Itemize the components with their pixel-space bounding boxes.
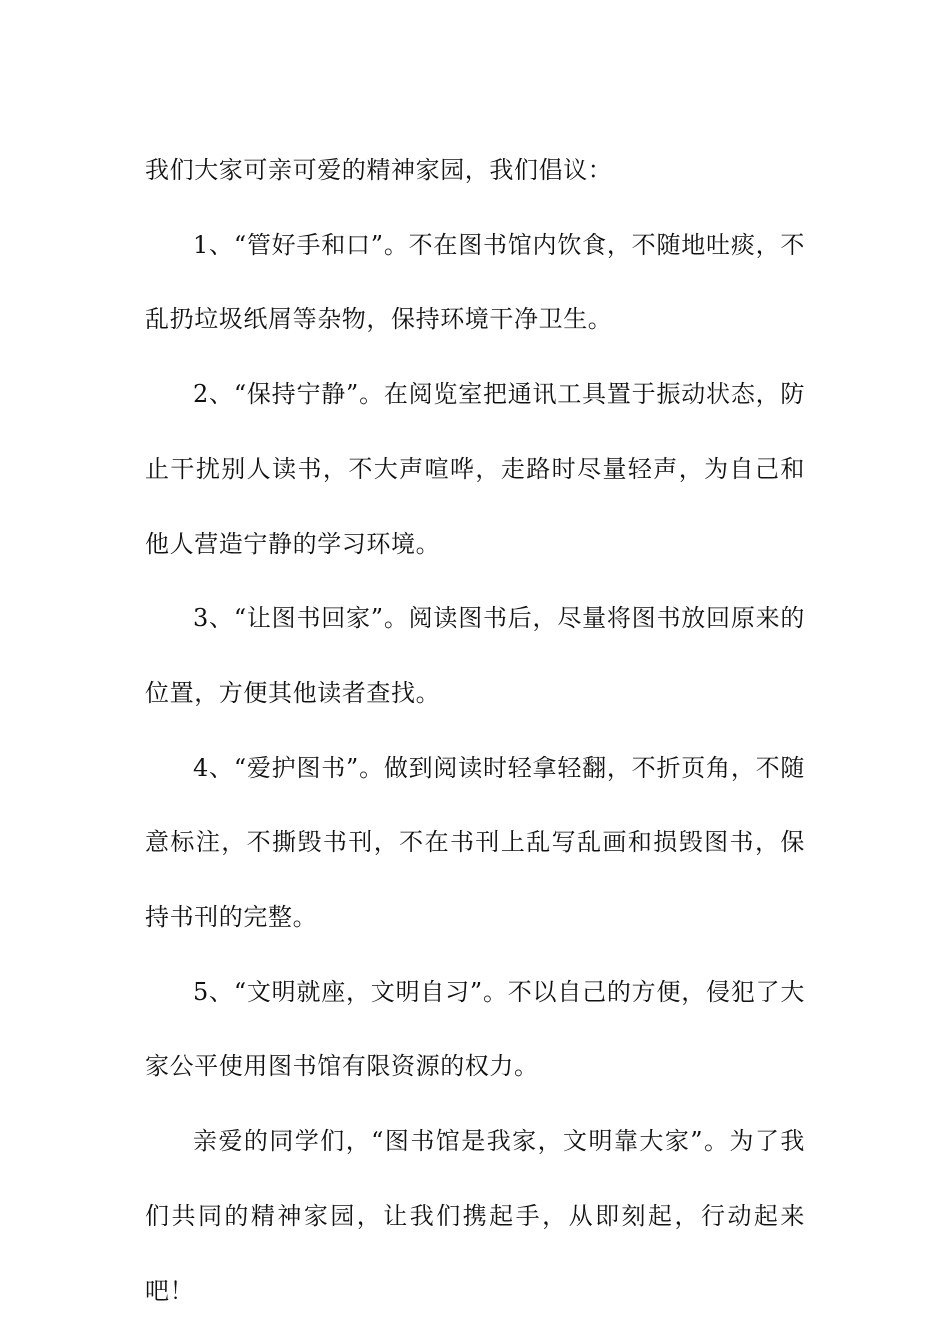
paragraph-item-1: 1、“管好手和口”。不在图书馆内饮食，不随地吐痰，不乱扔垃圾纸屑等杂物，保持环境干净卫生。 bbox=[145, 230, 805, 334]
paragraph-intro: 我们大家可亲可爱的精神家园，我们倡议： bbox=[145, 156, 613, 184]
paragraph-item-4: 4、“爱护图书”。做到阅读时轻拿轻翻，不折页角，不随意标注，不撕毁书刊，不在书刊上乱写乱画和损毁图书，保持书刊的完整。 bbox=[145, 753, 805, 932]
document-page bbox=[145, 133, 805, 1328]
paragraph-item-2: 2、“保持宁静”。在阅览室把通讯工具置于振动状态，防止干扰别人读书，不大声喧哗，走路时尽量轻声，为自己和他人营造宁静的学习环境。 bbox=[145, 380, 805, 558]
paragraph-item-3: 3、“让图书回家”。阅读图书后，尽量将图书放回原来的位置，方便其他读者查找。 bbox=[145, 604, 805, 707]
paragraph-closing: 亲爱的同学们，“图书馆是我家，文明靠大家”。为了我们共同的精神家园，让我们携起手，从即刻起，行动起来吧！ bbox=[145, 1127, 805, 1305]
paragraph-item-5: 5、“文明就座，文明自习”。不以自己的方便，侵犯了大家公平使用图书馆有限资源的权力。 bbox=[145, 977, 805, 1081]
